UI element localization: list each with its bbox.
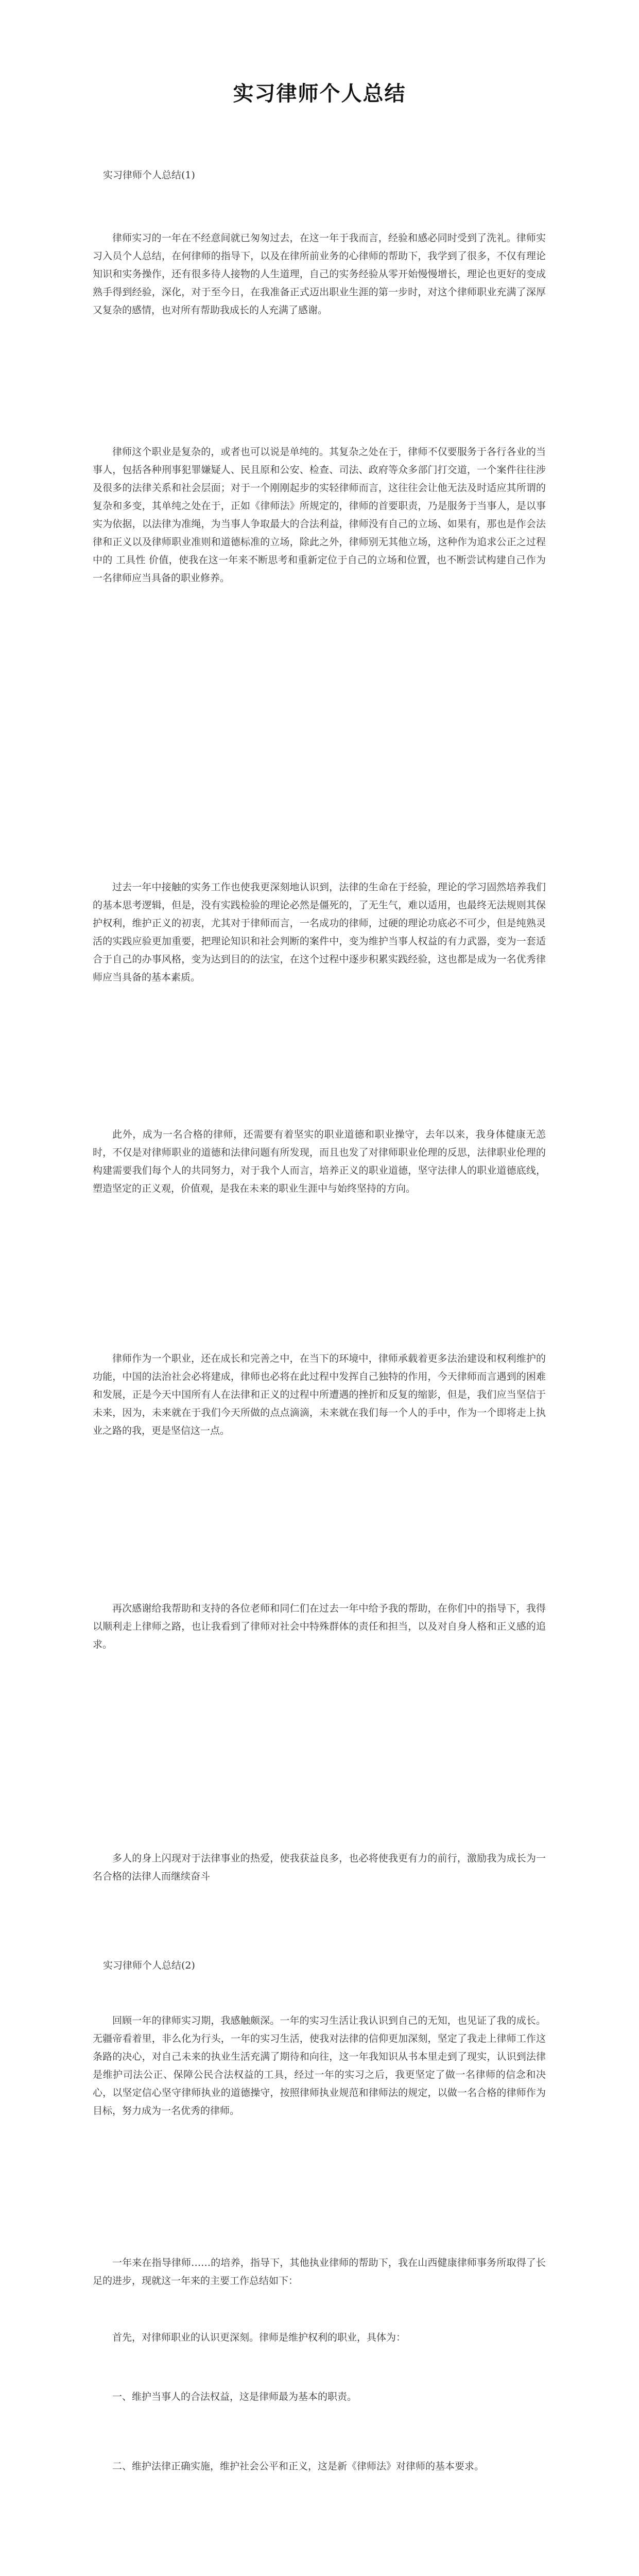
document-title: 实习律师个人总结 bbox=[233, 81, 406, 106]
paragraph-3: 过去一年中接触的实务工作也使我更深刻地认识到，法律的生命在于经验，理论的学习固然培养我们的基本思考逻辑，但是，没有实践检验的理论必然是僵死的，了无生气，难以适用，也最终无法规则其保护权利，维护正义的初衷，尤其对于律师而言，一名成功的律师，过硬的理论功底必不可少，但是纯熟灵活的实践应验更加重要，把理论知识和社会判断的案件中，变为维护当事人权益的有力武器，变为一套适合于自己的办事风格，变为达到目的的法宝，在这个过程中逐步积累实践经验，这也都是成为一名优秀律师应当具备的基本素质。 bbox=[93, 882, 546, 983]
paragraph-10: 首先，对律师职业的认识更深刻。律师是维护权利的职业，具体为： bbox=[112, 2332, 406, 2343]
paragraph-4: 此外，成为一名合格的律师，还需要有着坚实的职业道德和职业操守，去年以来，我身体健康无恙时，不仅是对律师职业的道德和法律问题有所发现，而且也发了对律师职业伦理的反思，法律职业伦理的构建需要我们每个人的共同努力，对于我个人而言，培养正义的职业道德，坚守法律人的职业道德底线，塑造坚定的正义观，价值观，是我在未来的职业生涯中与始终坚持的方向。 bbox=[93, 1129, 546, 1194]
paragraph-7: 多人的身上闪现对于法律事业的热爱，使我获益良多，也必将使我更有力的前行，激励我为成长为一名合格的法律人而继续奋斗 bbox=[93, 1853, 546, 1882]
section-1-heading: 实习律师个人总结(1) bbox=[103, 170, 195, 181]
paragraph-11: 一、维护当事人的合法权益，这是律师最为基本的职责。 bbox=[112, 2391, 357, 2402]
paragraph-12: 二、维护法律正确实施，维护社会公平和正义，这是新《律师法》对律师的基本要求。 bbox=[112, 2461, 485, 2472]
paragraph-5: 律师作为一个职业，还在成长和完善之中，在当下的环境中，律师承载着更多法治建设和权利维护的功能，中国的法治社会必将建成，律师也必将在此过程中发挥自己独特的作用，今天律师而言遇到的困难和发展，正是今天中国所有人在法律和正义的过程中所遭遇的挫折和反复的缩影，但是，我们应当坚信于未来，因为，未来就在于我们今天所做的点点滴滴，未来就在我们每一个人的手中，作为一个即将走上执业之路的我，更是坚信这一点。 bbox=[93, 1353, 546, 1436]
paragraph-8: 回顾一年的律师实习期，我感触颇深。一年的实习生活让我认识到自己的无知，也见证了我的成长。无疆帝看着里，非么化为行头，一年的实习生活，使我对法律的信仰更加深刻，坚定了我走上律师工作这条路的决心，对自己未来的执业生活充满了期待和向往，这一年我知识从书本里走到了现实，认识到法律是维护司法公正、保障公民合法权益的工具，经过一年的实习之后，我更坚定了做一名律师的信念和决心，以坚定信心坚守律师执业的道德操守，按照律师执业规范和律师法的规定，以做一名合格的律师作为目标，努力成为一名优秀的律师。 bbox=[93, 2015, 546, 2116]
section-2-heading: 实习律师个人总结(2) bbox=[103, 1960, 195, 1971]
paragraph-6: 再次感谢给我帮助和支持的各位老师和同仁们在过去一年中给予我的帮助，在你们中的指导下，我得以顺利走上律师之路，也让我看到了律师对社会中特殊群体的责任和担当，以及对自身人格和正义感的追求。 bbox=[93, 1603, 546, 1650]
paragraph-9: 一年来在指导律师……的培养，指导下，其他执业律师的帮助下，我在山西健康律师事务所取得了长足的进步，现就这一年来的主要工作总结如下： bbox=[93, 2257, 546, 2286]
paragraph-1: 律师实习的一年在不经意间就已匆匆过去，在这一年于我而言，经验和感必同时受到了洗礼。律师实习入员个人总结，在何律师的指导下，以及在律所前业务的心律师的帮助下，我学到了很多，不仅有理论知识和实务操作，还有很多待人接物的人生道理，自己的实务经验从零开始慢慢增长，理论也更好的变成熟手得到经验，深化，对于至今日，在我准备正式迈出职业生涯的第一步时，对这个律师职业充满了深厚又复杂的感情，也对所有帮助我成长的人充满了感谢。 bbox=[93, 232, 546, 316]
paragraph-2: 律师这个职业是复杂的，或者也可以说是单纯的。其复杂之处在于，律师不仅要服务于各行各业的当事人，包括各种刑事犯罪嫌疑人、民且原和公安、检查、司法、政府等众多部门打交道，一个案件往往涉及很多的法律关系和社会层面；对于一个刚刚起步的实轻律师而言，这往往会让他无法及时适应其所谓的复杂和多变，其单纯之处在于，正如《律师法》所规定的，律师的首要职责，乃是服务于当事人，是以事实为依据，以法律为准绳，为当事人争取最大的合法利益，律师没有自己的立场、如果有，那也是作会法律和正义以及律师职业准则和道德标准的立场，除此之外，律师别无其他立场，这种作为追求公正之过程中的 工具性 价值，使我在这一年来不断思考和重新定位于自己的立场和位置，也不断尝试构建自己作为一名律师应当具备的职业修养。 bbox=[93, 446, 546, 584]
